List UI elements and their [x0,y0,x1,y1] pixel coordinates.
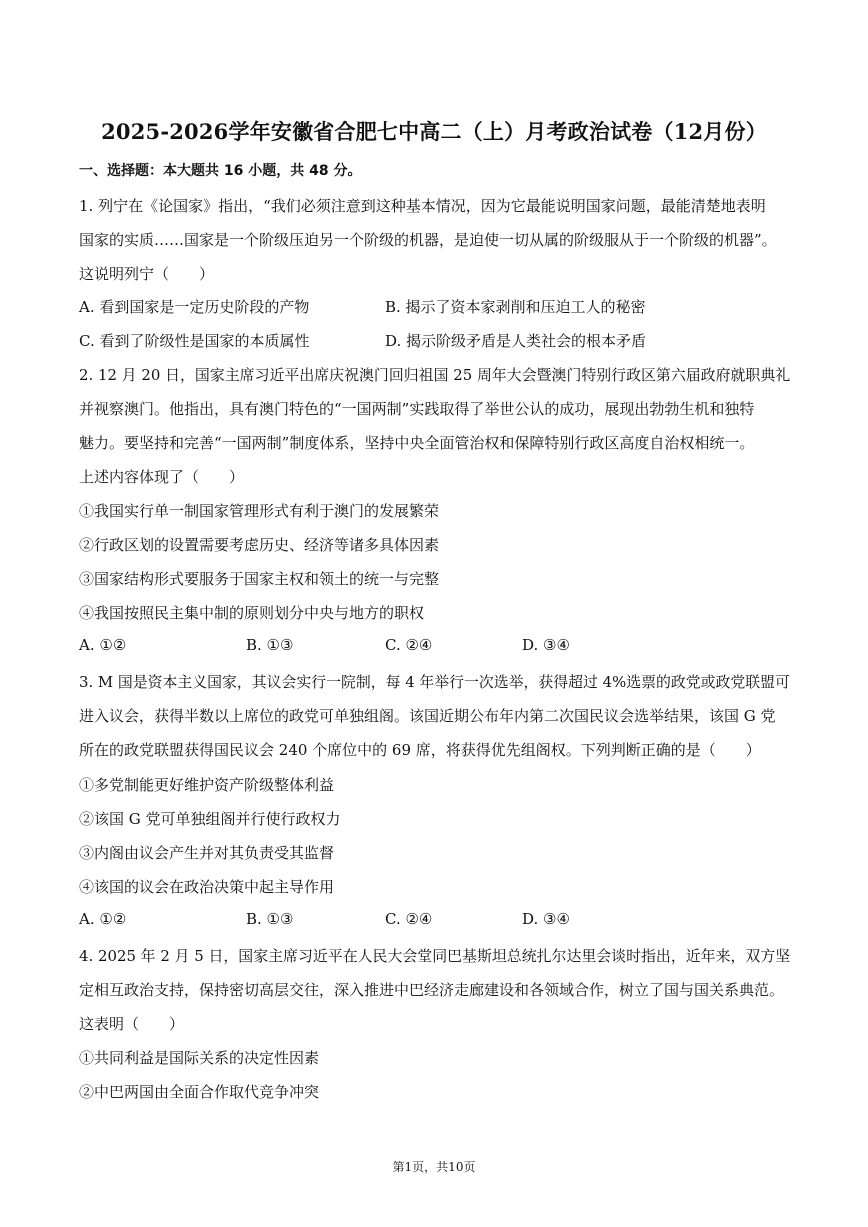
q3-option-d: D. ③④ [522,910,570,928]
q1-line-2: 国家的实质……国家是一个阶级压迫另一个阶级的机器，是迫使一切从属的阶级服从于一个阶级的机器”。 [79,231,777,249]
q2-statement-4: ④我国按照民主集中制的原则划分中央与地方的职权 [79,604,425,622]
q1-option-a: A. 看到国家是一定历史阶段的产物 [79,298,310,316]
q2-statement-2: ②行政区划的设置需要考虑历史、经济等诸多具体因素 [79,536,440,554]
q2-line-2: 并视察澳门。他指出，具有澳门特色的“一国两制”实践取得了举世公认的成功，展现出勃勃生机和独特 [79,400,755,418]
q3-option-b: B. ①③ [246,910,294,928]
q3-statement-1: ①多党制能更好维护资产阶级整体利益 [79,776,335,794]
page-title: 2025-2026学年安徽省合肥七中高二（上）月考政治试卷（12月份） [101,119,767,144]
q4-line-3: 这表明（ ） [79,1015,185,1033]
q2-statement-1: ①我国实行单一制国家管理形式有利于澳门的发展繁荣 [79,502,440,520]
q2-option-b: B. ①③ [246,636,294,654]
q4-line-1: 4. 2025 年 2 月 5 日，国家主席习近平在人民大会堂同巴基斯坦总统扎尔达里会谈时指出，近年来，双方坚 [79,947,791,965]
page-footer: 第1页，共10页 [392,1160,476,1174]
q3-statement-3: ③内阁由议会产生并对其负责受其监督 [79,844,335,862]
q4-line-2: 定相互政治支持，保持密切高层交往，深入推进中巴经济走廊建设和各领域合作，树立了国与国关系典范。 [79,981,785,999]
section-heading: 一、选择题：本大题共 16 小题，共 48 分。 [79,163,362,179]
q2-option-c: C. ②④ [385,636,433,654]
q1-option-d: D. 揭示阶级矛盾是人类社会的根本矛盾 [385,332,647,350]
q3-option-a: A. ①② [79,910,127,928]
q3-statement-2: ②该国 G 党可单独组阁并行使行政权力 [79,810,341,828]
q3-statement-4: ④该国的议会在政治决策中起主导作用 [79,878,335,896]
q2-line-3: 魅力。要坚持和完善“一国两制”制度体系，坚持中央全面管治权和保障特别行政区高度自治权相统一。 [79,434,755,452]
q3-line-1: 3. M 国是资本主义国家，其议会实行一院制，每 4 年举行一次选举，获得超过 4%选票的政党或政党联盟可 [79,673,790,691]
q2-statement-3: ③国家结构形式要服务于国家主权和领土的统一与完整 [79,570,440,588]
q1-option-b: B. 揭示了资本家剥削和压迫工人的秘密 [385,298,646,316]
q3-line-2: 进入议会，获得半数以上席位的政党可单独组阁。该国近期公布年内第二次国民议会选举结果，该国 G 党 [79,707,776,725]
q2-line-1: 2. 12 月 20 日，国家主席习近平出席庆祝澳门回归祖国 25 周年大会暨澳门特别行政区第六届政府就职典礼 [79,366,791,384]
q2-option-d: D. ③④ [522,636,570,654]
q4-statement-2: ②中巴两国由全面合作取代竞争冲突 [79,1083,320,1101]
q1-option-c: C. 看到了阶级性是国家的本质属性 [79,332,310,350]
q4-statement-1: ①共同利益是国际关系的决定性因素 [79,1049,320,1067]
q2-option-a: A. ①② [79,636,127,654]
q1-line-3: 这说明列宁（ ） [79,265,215,283]
q3-line-3: 所在的政党联盟获得国民议会 240 个席位中的 69 席，将获得优先组阁权。下列判断正确的是（ ） [79,741,761,759]
q1-line-1: 1. 列宁在《论国家》指出，“我们必须注意到这种基本情况，因为它最能说明国家问题，最能清楚地表明 [79,197,766,215]
q2-line-4: 上述内容体现了（ ） [79,468,245,486]
q3-option-c: C. ②④ [385,910,433,928]
